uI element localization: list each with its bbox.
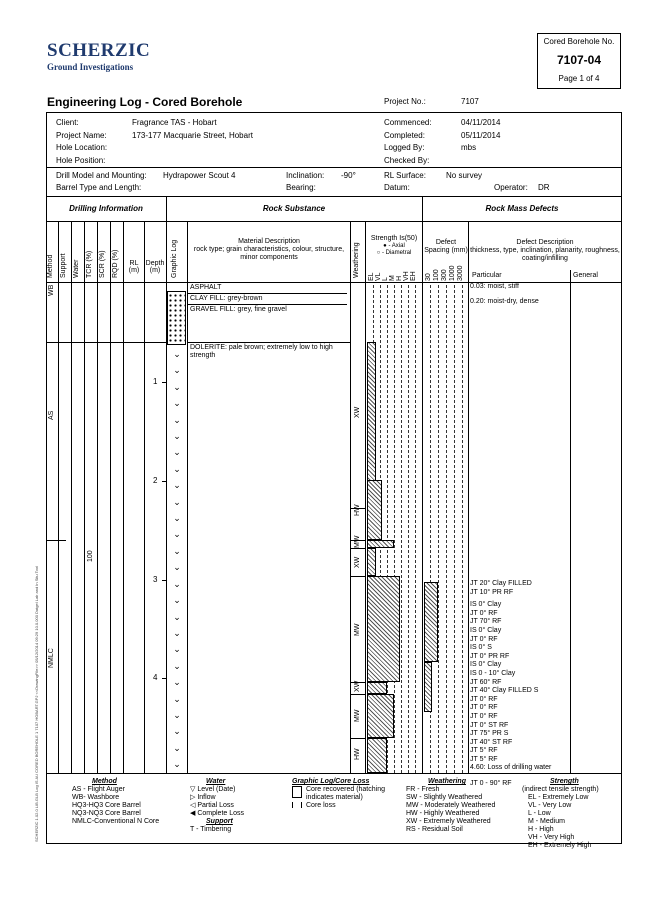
strength-tick: EL	[368, 272, 375, 281]
defect-item: JT 20° Clay FILLED	[470, 580, 532, 587]
col-head-rqd: RQD (%)	[112, 249, 119, 278]
defect-item: JT 0° RF	[470, 712, 498, 720]
grid-line	[438, 285, 439, 773]
col-line	[71, 221, 72, 773]
strength-tick: H	[396, 275, 403, 281]
col-head-defect	[470, 239, 620, 263]
legend-item: MW - Moderately Weathered	[406, 802, 496, 809]
legend-item: EL - Extremely Low	[528, 794, 589, 801]
defect-item: JT 0° PR RF	[470, 652, 510, 660]
col-line	[468, 221, 469, 773]
defect-item: IS 0° Clay	[470, 661, 502, 669]
material-boundary	[187, 293, 347, 294]
borehole-number: 7107-04	[556, 53, 602, 67]
depth-tick: 3	[153, 575, 158, 584]
section-defects: Rock Mass Defects	[485, 204, 559, 213]
grid-line	[462, 285, 463, 773]
depth-tick: 1	[153, 377, 158, 386]
hole-position-label: Hole Position:	[56, 155, 106, 165]
defect-item: 4.60: Loss of drilling water	[470, 764, 552, 772]
defect-item: JT 70° RF	[470, 618, 502, 626]
grid-line	[394, 285, 395, 773]
grid-line	[454, 285, 455, 773]
defect-item: JT 60° RF	[470, 678, 502, 686]
col-head-depth: Depth (m)	[145, 260, 165, 274]
defect-item: JT 0° RF	[470, 704, 498, 712]
partial-loss-icon: ◁	[190, 802, 198, 809]
weathering-mark: HW	[354, 748, 361, 760]
material-boundary	[187, 342, 350, 343]
borehole-number-box	[537, 33, 621, 89]
legend-weathering	[406, 778, 495, 834]
strength-tick: VH	[403, 271, 410, 281]
inclination-value: -90°	[341, 171, 356, 180]
grid-line	[401, 285, 402, 773]
weathering-boundary	[350, 540, 365, 541]
legend-item: L - Low	[528, 810, 551, 817]
method-boundary	[46, 342, 166, 343]
method-boundary	[46, 540, 66, 541]
strength-bar	[367, 682, 387, 694]
tcr-value: 100	[87, 550, 94, 562]
legend-item: ▽ Level (Date)	[190, 786, 236, 793]
depth-tick-mark	[162, 382, 166, 383]
strength-tick: VL	[375, 272, 382, 281]
rl-surface-label: RL Surface:	[384, 171, 426, 180]
core-recovered-icon	[292, 786, 302, 798]
col-head-rl: RL (m)	[128, 260, 140, 274]
legend-item: Core loss	[292, 802, 402, 810]
defect-item: JT 0° RF	[470, 635, 498, 643]
datum-label: Datum:	[384, 183, 410, 192]
hole-location-label: Hole Location:	[56, 143, 108, 152]
legend-item: Core recovered (hatching indicates material)	[292, 786, 402, 802]
legend-item: NQ3-NQ3 Core Barrel	[72, 810, 141, 817]
col-line	[365, 221, 366, 773]
graphic-asphalt	[167, 287, 186, 292]
section-rock-substance: Rock Substance	[262, 204, 326, 213]
col-line	[123, 221, 124, 773]
defect-list	[470, 580, 551, 789]
spacing-tick: 30	[425, 273, 432, 281]
weathering-mark: MW	[354, 535, 361, 548]
material-dolerite: DOLERITE: pale brown; extremely low to high strength	[190, 344, 333, 359]
col-line	[58, 221, 59, 773]
info-right-labels	[384, 117, 432, 167]
weathering-boundary	[350, 508, 365, 509]
col-head-spacing: Defect Spacing (mm)	[424, 239, 468, 254]
borehole-label: Cored Borehole No.	[543, 37, 615, 46]
method-nmlc: NMLC	[48, 648, 55, 668]
water-level-icon: ▽	[190, 786, 198, 793]
col-head-method: Method	[47, 254, 54, 278]
complete-loss-icon: ◀	[190, 810, 198, 817]
core-loss-icon	[292, 802, 302, 808]
legend-item: ◀ Complete Loss	[190, 810, 245, 817]
company-logo: SCHERZIC	[47, 40, 151, 61]
legend-method	[72, 778, 159, 826]
strength-tick: L	[382, 277, 389, 281]
legend-item: RS - Residual Soil	[406, 826, 463, 833]
divider	[46, 282, 622, 283]
legend-item: WB- Washbore	[72, 794, 120, 801]
strength-bar	[367, 694, 394, 738]
weathering-mark: XW	[354, 406, 361, 418]
weathering-mark: XW	[354, 680, 361, 692]
strength-tick: EH	[410, 271, 417, 281]
defect-item: JT 40° ST RF	[470, 738, 513, 746]
strength-diametral: ○ - Diametral	[376, 250, 412, 256]
legend-item: XW - Extremely Weathered	[406, 818, 491, 825]
defect-top: 0.03: moist, stiff	[470, 283, 519, 290]
defect-title: Defect Description	[516, 239, 574, 246]
defect-item: JT 5° RF	[470, 747, 498, 755]
material-asphalt: ASPHALT	[190, 284, 222, 291]
weathering-mark: MW	[354, 623, 361, 636]
company-subtitle: Ground Investigations	[47, 62, 134, 72]
strength-tick: M	[389, 275, 396, 281]
strength-title: Strength Is(50)	[370, 235, 418, 242]
depth-tick-mark	[162, 678, 166, 679]
strength-axial: ● - Axial	[383, 242, 405, 249]
info-left-values	[132, 117, 253, 142]
operator-value: DR	[538, 183, 550, 192]
divider	[46, 196, 622, 197]
side-note: SCHERZIC 1.02.0 LIB.GLB Log IS AU CORED BOREHOLE 1 7107 HOBART.GPJ <<DrawingFile>> 05/12/2014 09:29 10.0.000 Datgel Lab and In Situ Tool	[34, 565, 39, 842]
project-name-value: 173-177 Macquarie Street, Hobart	[132, 130, 253, 140]
col-head-graphic: Graphic Log	[171, 239, 178, 278]
drill-model-value: Hydrapower Scout 4	[163, 171, 236, 180]
grid-line	[415, 285, 416, 773]
spacing-tick: 300	[441, 269, 448, 281]
depth-tick-mark	[162, 481, 166, 482]
strength-bar	[367, 738, 387, 773]
project-number: 7107	[461, 97, 479, 106]
col-line	[570, 270, 571, 773]
info-right-values	[461, 117, 500, 155]
weathering-boundary	[350, 576, 365, 577]
inflow-icon: ▷	[190, 794, 198, 801]
bearing-label: Bearing:	[286, 183, 316, 192]
logged-by-label: Logged By:	[384, 143, 425, 152]
legend-item: ▷ Inflow	[190, 794, 216, 801]
depth-tick: 4	[153, 673, 158, 682]
defect-item: JT 0° RF	[470, 695, 498, 703]
legend-method-title: Method	[92, 778, 117, 785]
legend-strength	[522, 778, 599, 850]
spacing-tick: 100	[433, 269, 440, 281]
legend-item: NMLC-Conventional N Core	[72, 818, 160, 825]
depth-tick-mark	[162, 580, 166, 581]
legend-item: EH - Extremely High	[528, 842, 592, 849]
spacing-tick: 1000	[449, 265, 456, 281]
defect-item: JT 0° ST RF	[470, 721, 509, 729]
page-title: Engineering Log - Cored Borehole	[47, 95, 243, 109]
legend-item: HW - Highly Weathered	[406, 810, 480, 817]
col-head-scr: SCR (%)	[99, 250, 106, 278]
strength-bar	[367, 576, 400, 682]
defect-item: JT 40° Clay FILLED S	[470, 687, 539, 695]
completed-value: 05/11/2014	[461, 130, 501, 140]
weathering-mark: HW	[354, 504, 361, 516]
defect-item: IS 0° Clay	[470, 626, 502, 634]
col-head-general: General	[573, 272, 598, 279]
col-head-tcr: TCR (%)	[86, 250, 93, 278]
legend-weathering-title: Weathering	[428, 778, 466, 785]
material-gravel-fill: GRAVEL FILL: grey, fine gravel	[190, 306, 287, 313]
defect-sub: thickness, type, inclination, planarity, roughness, coating/infilling	[470, 247, 620, 262]
legend-item: SW - Slightly Weathered	[406, 794, 483, 801]
legend-water-title: Water	[206, 778, 226, 785]
method-as: AS	[48, 410, 55, 420]
operator-label: Operator:	[494, 183, 528, 192]
rl-surface-value: No survey	[446, 171, 483, 180]
material-title: Material Description	[238, 238, 300, 245]
defect-top: 0.20: moist-dry, dense	[470, 298, 539, 305]
defect-item: JT 0 - 90° RF	[470, 780, 512, 788]
divider	[46, 221, 622, 222]
logged-by-value: mbs	[461, 143, 477, 152]
col-line	[166, 196, 167, 773]
defect-item: IS 0° S	[470, 644, 492, 652]
legend-item: VL - Very Low	[528, 802, 572, 809]
barrel-label: Barrel Type and Length:	[56, 183, 142, 192]
col-line	[422, 196, 423, 773]
strength-bar	[367, 548, 376, 576]
strength-bar	[367, 480, 382, 540]
graphic-dolerite: ⌄ ⌄ ⌄ ⌄ ⌄ ⌄ ⌄ ⌄ ⌄ ⌄ ⌄ ⌄ ⌄ ⌄ ⌄ ⌄ ⌄ ⌄ ⌄ ⌄ ⌄ ⌄ ⌄ ⌄ ⌄ ⌄	[173, 349, 181, 770]
depth-tick: 2	[153, 476, 158, 485]
page-indicator: Page 1 of 4	[558, 74, 600, 83]
legend-strength-sub: (indirect tensile strength)	[522, 786, 599, 793]
spacing-tick: 3000	[457, 265, 464, 281]
legend-graphic-title: Graphic Log/Core Loss	[292, 778, 370, 785]
weathering-mark: MW	[354, 709, 361, 722]
method-wb: WB	[48, 284, 55, 296]
col-head-water: Water	[73, 259, 80, 278]
col-line	[350, 221, 351, 773]
legend-water	[190, 778, 244, 834]
checked-by-label: Checked By:	[384, 155, 430, 165]
col-head-particular: Particular	[472, 272, 502, 279]
weathering-boundary	[350, 694, 365, 695]
inclination-label: Inclination:	[286, 171, 325, 180]
legend-strength-title: Strength	[550, 778, 579, 785]
divider	[46, 167, 622, 168]
grid-line	[408, 285, 409, 773]
col-line	[97, 221, 98, 773]
defect-item: JT 5° RF	[470, 755, 498, 763]
material-sub: rock type; grain characteristics, colour, structure, minor components	[193, 246, 345, 261]
section-drilling: Drilling Information	[69, 204, 143, 213]
material-boundary	[187, 304, 347, 305]
legend-item: T - Timbering	[190, 826, 232, 833]
defect-item: JT 10° PR RF	[470, 588, 514, 596]
col-line	[84, 221, 85, 773]
col-head-strength	[366, 235, 422, 258]
weathering-boundary	[350, 738, 365, 739]
project-name-label: Project Name:	[56, 130, 107, 140]
defect-item: IS 0 - 10° Clay	[470, 669, 516, 677]
col-line	[144, 221, 145, 773]
col-head-material	[190, 238, 348, 262]
spacing-bar	[424, 662, 432, 712]
weathering-boundary	[350, 682, 365, 683]
defect-item: JT 75° PR S	[470, 730, 509, 738]
legend-graphic	[292, 778, 402, 810]
completed-label: Completed:	[384, 130, 425, 140]
spacing-bar	[424, 582, 438, 662]
legend-support-title: Support	[206, 818, 233, 825]
legend-item: AS - Flight Auger	[72, 786, 125, 793]
commenced-label: Commenced:	[384, 118, 432, 127]
col-head-weathering: Weathering	[353, 242, 360, 278]
col-head-support: Support	[60, 253, 67, 278]
defect-item: IS 0° Clay	[470, 601, 502, 609]
legend-item: HQ3-HQ3 Core Barrel	[72, 802, 141, 809]
legend-item: VH - Very High	[528, 834, 575, 841]
legend-item: ◁ Partial Loss	[190, 802, 234, 809]
legend-item: M - Medium	[528, 818, 565, 825]
weathering-boundary	[350, 548, 365, 549]
commenced-value: 04/11/2014	[461, 118, 501, 127]
legend-item: H - High	[528, 826, 554, 833]
strength-bar	[367, 540, 394, 548]
col-line	[110, 221, 111, 773]
info-left-labels	[56, 117, 107, 167]
graphic-fill-pattern	[167, 287, 186, 345]
grid-line	[446, 285, 447, 773]
client-value: Fragrance TAS - Hobart	[132, 118, 217, 127]
material-clay-fill: CLAY FILL: grey-brown	[190, 295, 263, 302]
project-label: Project No.:	[384, 97, 426, 106]
legend-item: FR - Fresh	[406, 786, 440, 793]
defect-item: JT 0° RF	[470, 609, 498, 617]
drill-model-label: Drill Model and Mounting:	[56, 171, 147, 180]
weathering-mark: XW	[354, 556, 361, 568]
client-label: Client:	[56, 118, 79, 127]
